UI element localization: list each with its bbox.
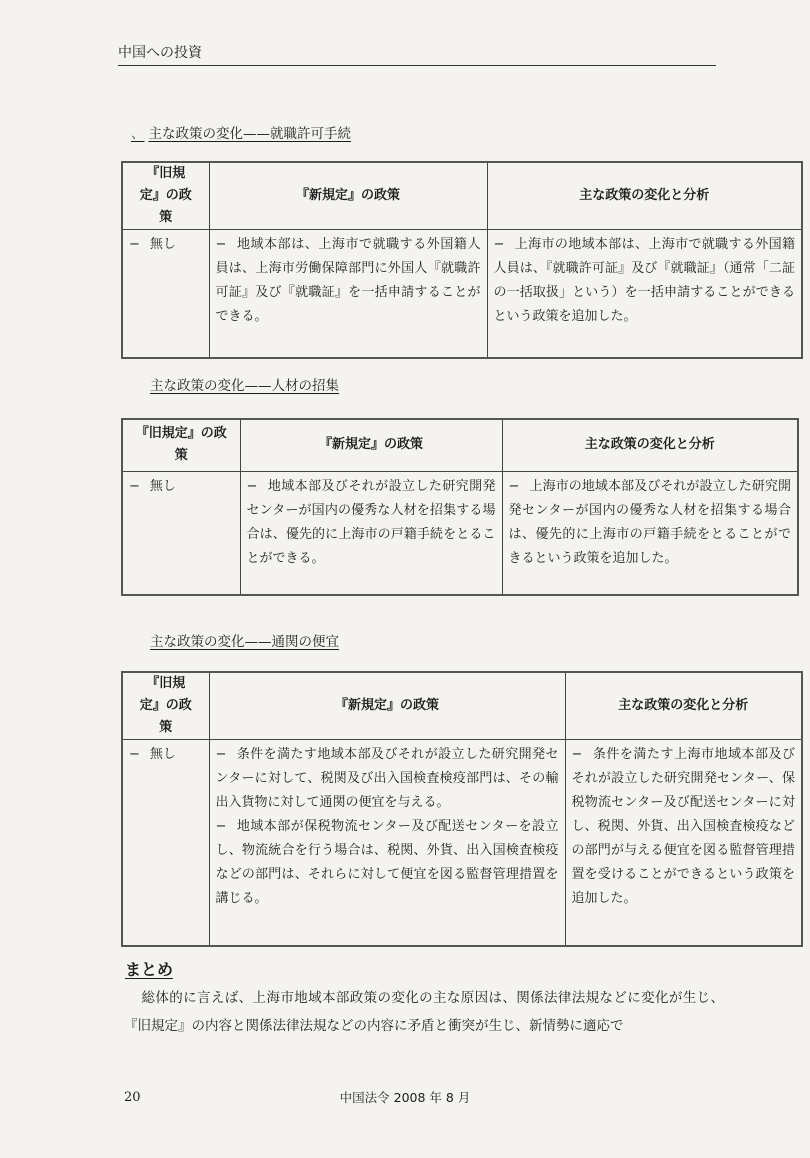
section-2-title [150,374,339,394]
col-new-header: 『新規定』の政策 [209,162,487,230]
header-title: 中国への投資 [118,45,202,61]
table-header-row [122,672,802,740]
cell-new [209,230,487,358]
old-text: 無し [149,747,176,762]
summary-title: まとめ [125,960,174,979]
new-text: 地域本部は、上海市で就職する外国籍人員は、上海市労働保障部門に外国人『就職許可証』及び『就職証』を一括申請することができる。 [215,237,481,324]
col-analysis-header: 主な政策の変化と分析 [502,419,798,471]
section-1-mark: 、 [131,126,145,142]
table-header-row [122,419,798,471]
section-3-title-text: 主な政策の変化——通関の便宜 [150,634,339,650]
table-row [122,740,802,946]
section-1-title-text: 主な政策の変化——就職許可手続 [148,126,351,142]
table-row [122,471,798,595]
table-header-row [122,162,802,230]
col-old-header: 『旧規定』の政策 [122,672,209,740]
dash-mark: − [508,478,520,494]
cell-new [209,740,565,946]
dash-mark: − [493,237,505,252]
page-number: 20 [124,1090,141,1105]
analysis-text: 条件を満たす上海市地域本部及びそれが設立した研究開発センター、保税物流センター及び配送センターに対し、税関、外貨、出入国検査検疫などの部門が与える便宜を図る監督管理措置を受けることができるという政策を追加した。 [571,747,795,906]
new-text: 地域本部が保税物流センター及び配送センターを設立し、物流統合を行う場合は、税関、外貨、出入国検査検疫などの部門は、それらに対して便宜を図る監督管理措置を講じる。 [215,819,559,906]
cell-analysis [487,230,802,358]
new-text: 地域本部及びそれが設立した研究開発センターが国内の優秀な人材を招集する場合は、優先的に上海市の戸籍手続をとることができる。 [246,478,496,566]
summary-body: 総体的に言えば、上海市地域本部政策の変化の主な原因は、関係法律法規などに変化が生じ、『旧規定』の内容と関係法律法規などの内容に矛盾と衝突が生じ、新情勢に適応で [124,990,724,1034]
cell-old [122,471,240,595]
col-old-header: 『旧規定』の政策 [122,419,240,471]
cell-old [122,740,209,946]
col-analysis-header: 主な政策の変化と分析 [565,672,802,740]
analysis-text: 上海市の地域本部は、上海市で就職する外国籍人員は、『就職許可証』及び『就職証』（通常「二証の一括取扱」という）を一括申請することができるという政策を追加した。 [493,237,795,324]
publication-footer: 中国法令 2008 年 8 月 [339,1090,471,1105]
table-customs [121,671,803,947]
section-2-title-text: 主な政策の変化——人材の招集 [150,378,339,394]
dash-mark: − [129,478,140,494]
table-talent-recruit [121,418,799,596]
cell-new [240,471,502,595]
analysis-text: 上海市の地域本部及びそれが設立した研究開発センターが国内の優秀な人材を招集する場合は、優先的に上海市の戸籍手続をとることができるという政策を追加した。 [508,478,791,566]
cell-analysis [565,740,802,946]
dash-mark: − [215,237,227,252]
table-work-permit [121,161,803,359]
dash-mark: − [129,237,140,252]
col-analysis-header: 主な政策の変化と分析 [487,162,802,230]
dash-mark: − [246,478,258,494]
new-text: 条件を満たす地域本部及びそれが設立した研究開発センターに対して、税関及び出入国検査検疫部門は、その輸出入貨物に対して通関の便宜を与える。 [215,747,559,810]
old-text: 無し [149,237,176,252]
table-row [122,230,802,358]
col-new-header: 『新規定』の政策 [209,672,565,740]
cell-analysis [502,471,798,595]
cell-old [122,230,209,358]
col-old-header: 『旧規定』の政策 [122,162,209,230]
dash-mark: − [215,747,227,762]
section-3-title [150,630,339,650]
section-1-title [131,122,351,142]
dash-mark: − [571,747,583,762]
dash-mark: − [129,747,140,762]
dash-mark: − [215,819,227,834]
old-text: 無し [149,478,176,494]
col-new-header: 『新規定』の政策 [240,419,502,471]
page-header [118,42,716,66]
